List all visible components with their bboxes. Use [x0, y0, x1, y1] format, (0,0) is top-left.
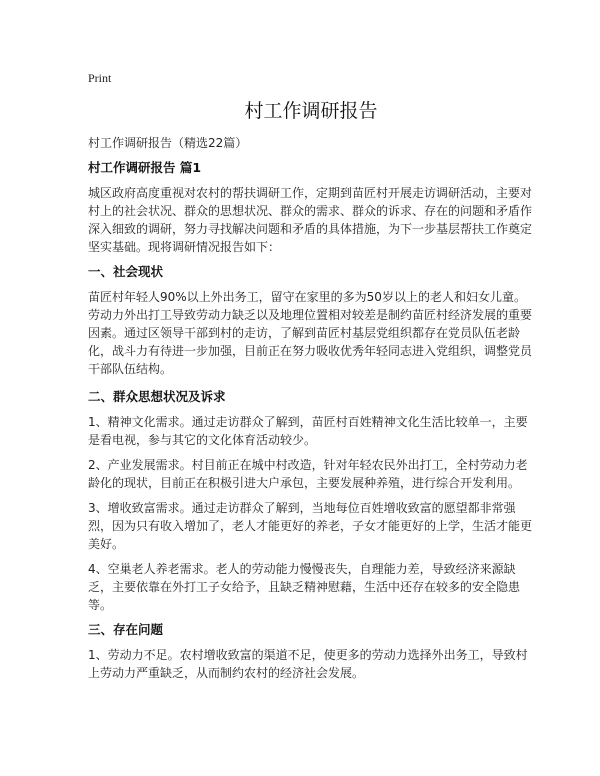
print-link[interactable]: Print: [88, 71, 112, 85]
article-heading: 村工作调研报告 篇1: [88, 160, 202, 175]
page-title: 村工作调研报告: [244, 100, 378, 122]
paragraph: 1、精神文化需求。通过走访群众了解到，苗匠村百姓精神文化生活比较单一，主要是看电视，参与其它的文化体育活动较少。: [88, 415, 528, 447]
paragraph: 1、劳动力不足。农村增收致富的渠道不足，使更多的劳动力选择外出务工，导致村上劳动力严重缺乏，从而制约农村的经济社会发展。: [88, 648, 528, 680]
subtitle: 村工作调研报告（精选22篇）: [88, 136, 248, 150]
document: [88, 70, 534, 689]
paragraph: 4、空巢老人养老需求。老人的劳动能力慢慢丧失，自理能力差，导致经济来源缺乏，主要依靠在外打工子女给予，且缺乏精神慰藉，生活中还存在较多的安全隐患等。: [88, 562, 521, 612]
paragraph: 2、产业发展需求。村目前正在城中村改造，针对年轻农民外出打工，全村劳动力老龄化的现状，目前正在积极引进大户承包，主要发展种养殖，进行综合开发利用。: [88, 458, 528, 490]
intro-paragraph: 城区政府高度重视对农村的帮扶调研工作，定期到苗匠村开展走访调研活动，主要对村上的社会状况、群众的思想状况、群众的需求、群众的诉求、存在的问题和矛盾作深入细致的调研，努力寻找解决问题和矛盾的具体措施，为下一步基层帮扶工作奠定坚实基础。现将调研情况报告如下：: [88, 186, 533, 254]
section-heading: 二、群众思想状况及诉求: [88, 389, 226, 404]
section-heading: 一、社会现状: [88, 264, 164, 279]
paragraph: 苗匠村年轻人90%以上外出务工，留守在家里的多为50岁以上的老人和妇女儿童。劳动力外出打工导致劳动力缺乏以及地理位置相对较差是制约苗匠村经济发展的重要因素。通过区领导干部到村的走访，了解到苗匠村基层党组织都存在党员队伍老龄化，战斗力有待进一步加强，目前正在努力吸收优秀年轻同志进入党组织，调整党员干部队伍结构。: [88, 290, 533, 376]
paragraph: 3、增收致富需求。通过走访群众了解到，当地每位百姓增收致富的愿望都非常强烈，因为只有收入增加了，老人才能更好的养老，子女才能更好的上学，生活才能更美好。: [88, 501, 533, 551]
section-heading: 三、存在问题: [88, 622, 164, 637]
